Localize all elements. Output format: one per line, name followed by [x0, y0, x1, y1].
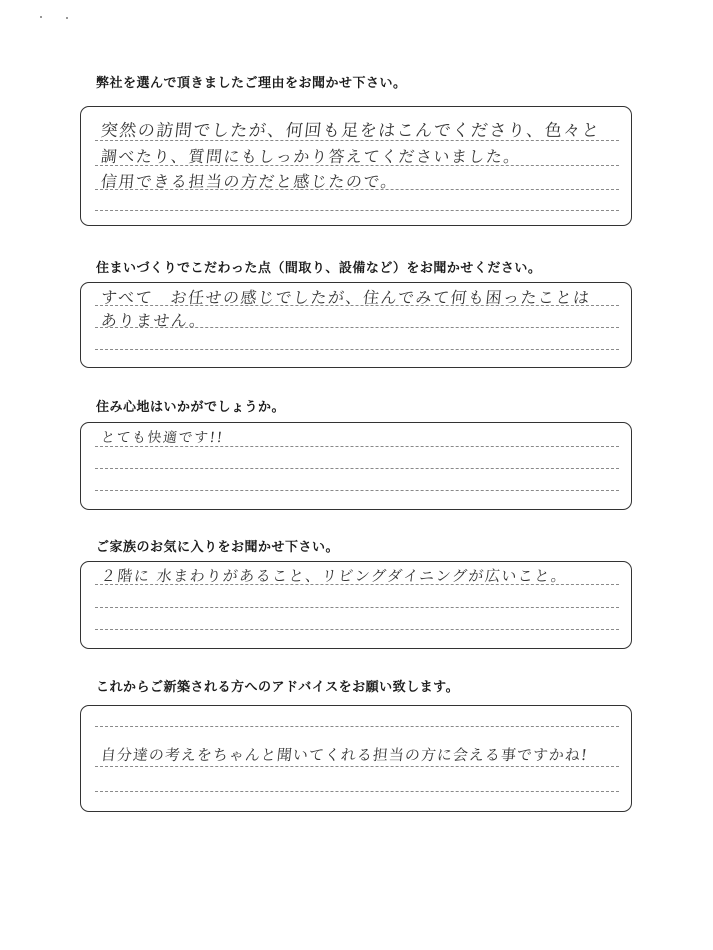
handwritten-answer-line: 信用できる担当の方だと感じたので。 [99, 172, 400, 191]
ruled-line [95, 210, 619, 211]
ruled-line [95, 726, 619, 727]
handwritten-answer-line: ありません。 [99, 311, 208, 330]
answer-box-favorites [80, 561, 632, 649]
handwritten-answer-line: すべて お任せの感じでしたが、住んでみて何も困ったことは [99, 288, 592, 307]
answer-box-reason [80, 106, 632, 226]
question-preferences: 住まいづくりでこだわった点（間取り、設備など）をお聞かせください。 [96, 261, 542, 276]
answer-box-comfort [80, 422, 632, 510]
ruled-line [95, 490, 619, 491]
answer-box-advice [80, 705, 632, 812]
question-comfort: 住み心地はいかがでしょうか。 [96, 400, 286, 415]
scan-speck [40, 16, 42, 18]
handwritten-answer-line: 突然の訪問でしたが、何回も足をはこんでくださり、色々と [99, 121, 602, 141]
ruled-line [95, 766, 619, 767]
ruled-line [95, 468, 619, 469]
answer-box-preferences [80, 282, 632, 368]
question-advice: これからご新築される方へのアドバイスをお願い致します。 [96, 680, 460, 695]
ruled-line [95, 791, 619, 792]
ruled-line [95, 607, 619, 608]
handwritten-answer-line: 自分達の考えをちゃんと聞いてくれる担当の方に会える事ですかね! [100, 746, 589, 764]
question-favorites: ご家族のお気に入りをお聞かせ下さい。 [96, 540, 340, 555]
ruled-line [95, 349, 619, 350]
scan-speck [66, 17, 68, 19]
question-reason: 弊社を選んで頂きましたご理由をお聞かせ下さい。 [96, 76, 407, 91]
handwritten-answer-line: とても快適です!! [100, 430, 225, 446]
handwritten-answer-line: 調べたり、質問にもしっかり答えてくださいました。 [99, 147, 522, 166]
handwritten-answer-line: ２階に 水まわりがあること、リビングダイニングが広いこと。 [100, 567, 569, 585]
ruled-line [95, 629, 619, 630]
